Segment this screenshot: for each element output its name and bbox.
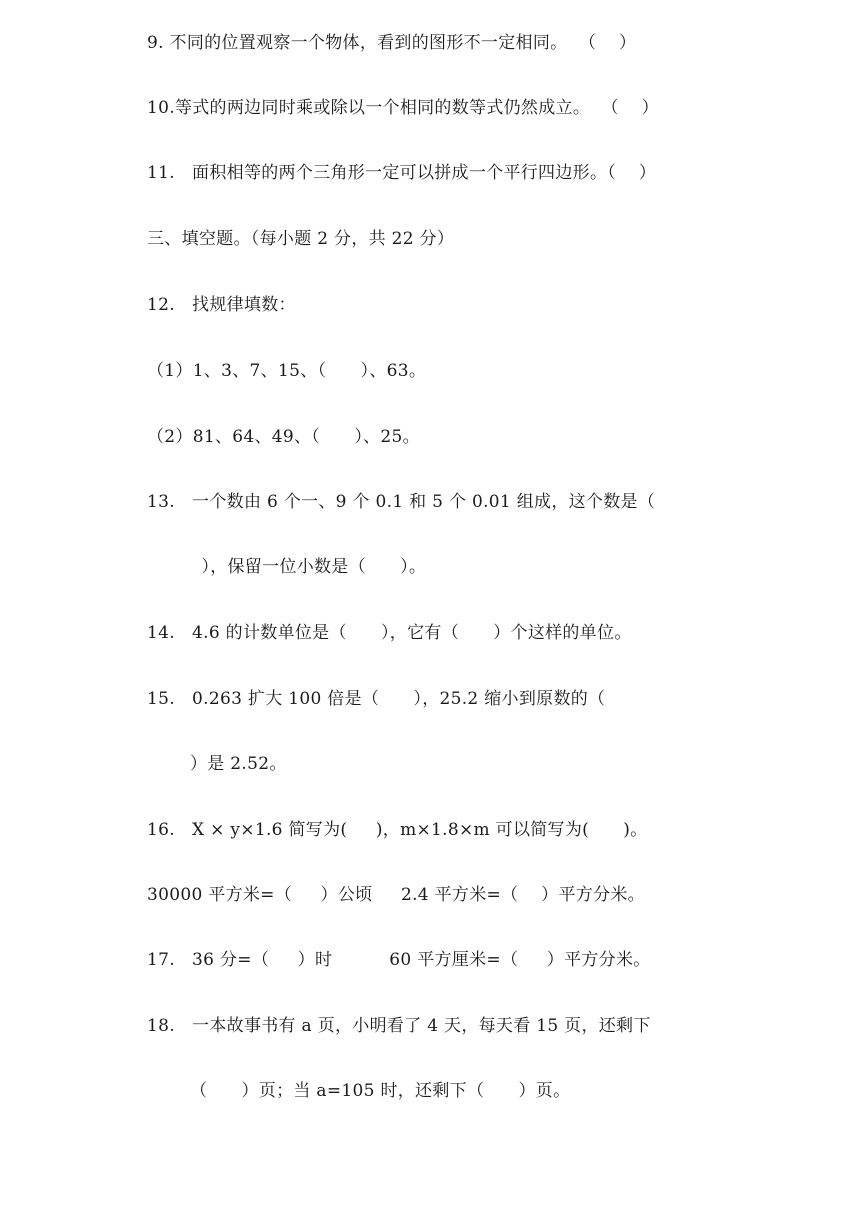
question-12: 12. 找规律填数： [147,295,296,315]
question-9: 9. 不同的位置观察一个物体，看到的图形不一定相同。 （ ） [147,33,637,53]
question-17: 17. 36 分=（ ）时 60 平方厘米=（ ）平方分米。 [147,950,651,970]
question-13: 13. 一个数由 6 个一、9 个 0.1 和 5 个 0.01 组成，这个数是（ [147,492,656,512]
question-18-continued: （ ）页；当 a=105 时，还剩下（ ）页。 [190,1081,571,1101]
question-15-continued: ）是 2.52。 [190,754,287,774]
question-11: 11. 面积相等的两个三角形一定可以拼成一个平行四边形。（ ） [147,163,657,183]
question-13-continued: ），保留一位小数是（ ）。 [190,557,427,577]
area-conversion-line: 30000 平方米=（ ）公顷 2.4 平方米=（ ）平方分米。 [147,885,645,905]
question-15: 15. 0.263 扩大 100 倍是（ ），25.2 缩小到原数的（ [147,689,606,709]
question-16: 16. X × y×1.6 简写为( )，m×1.8×m 可以简写为( )。 [147,820,648,840]
question-12-part-1: （1）1、3、7、15、（ ）、63。 [147,361,427,381]
question-18: 18. 一本故事书有 a 页，小明看了 4 天，每天看 15 页，还剩下 [147,1016,651,1036]
section-heading-fill-in: 三、填空题。（每小题 2 分，共 22 分） [147,229,455,249]
question-14: 14. 4.6 的计数单位是（ ），它有（ ）个这样的单位。 [147,623,632,643]
question-10: 10.等式的两边同时乘或除以一个相同的数等式仍然成立。 （ ） [147,98,659,118]
question-12-part-2: （2）81、64、49、（ ）、25。 [147,427,420,447]
